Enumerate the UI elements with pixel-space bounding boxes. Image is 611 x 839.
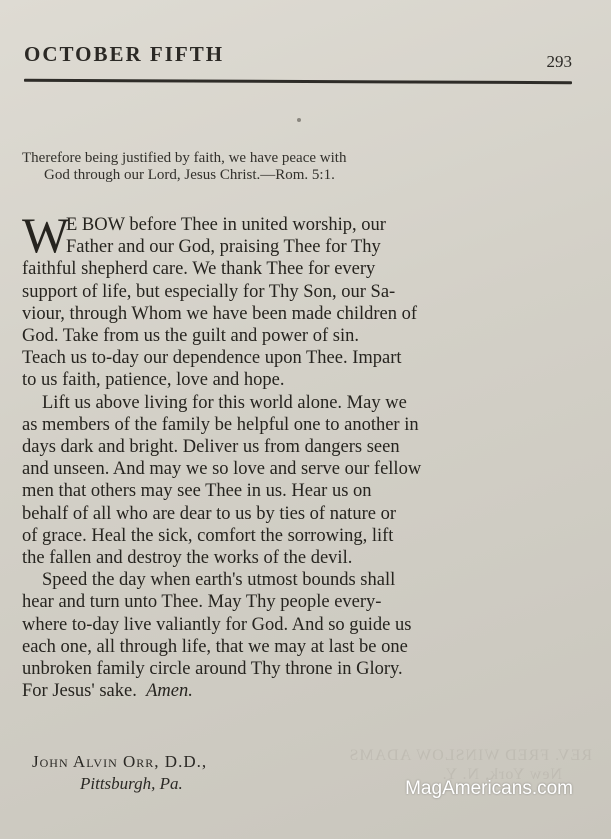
watermark: MagAmericans.com — [405, 778, 573, 799]
prayer-line: viour, through Whom we have been made children of — [22, 303, 418, 324]
header-rule — [24, 79, 572, 84]
page-number: 293 — [546, 52, 572, 71]
prayer-line: unbroken family circle around Thy throne in Glory. — [22, 659, 403, 680]
prayer-line: and unseen. And may we so love and serve our fellow — [22, 459, 422, 480]
prayer-line: to us faith, patience, love and hope. — [22, 370, 285, 391]
prayer-line: faithful shepherd care. We thank Thee for every — [22, 259, 376, 280]
prayer-line: God. Take from us the guilt and power of sin. — [22, 326, 359, 347]
author-signature — [32, 752, 207, 794]
bleed-through-line: New York, N. Y. — [441, 766, 562, 783]
prayer-line: of grace. Heal the sick, comfort the sorrowing, lift — [22, 525, 394, 546]
paper-speck — [297, 118, 301, 122]
prayer-line: hear and turn unto Thee. May Thy people every- — [22, 592, 382, 613]
prayer-final-line — [22, 680, 574, 702]
prayer-line: Speed the day when earth's utmost bounds shall — [42, 570, 396, 591]
page-title: OCTOBER FIFTH — [24, 42, 225, 66]
prayer-body — [22, 207, 574, 702]
prayer-line: Father and our God, praising Thee for Thy — [66, 237, 381, 258]
prayer-line: support of life, but especially for Thy Son, our Sa- — [22, 281, 396, 302]
prayer-line: as members of the family be helpful one to another in — [22, 414, 419, 435]
prayer-line: each one, all through life, that we may at last be one — [22, 636, 408, 657]
bleed-through-line: REV. FRED WINSLOW ADAMS — [348, 747, 592, 764]
prayer-line: E BOW before Thee in united worship, our — [66, 215, 386, 235]
page-header — [24, 42, 572, 72]
prayer-line: where to-day live valiantly for God. And so guide us — [22, 614, 412, 635]
amen-text: Amen. — [146, 681, 193, 702]
prayer-line: Teach us to-day our dependence upon Thee. Impart — [22, 348, 402, 369]
drop-cap: W — [22, 207, 70, 263]
author-location: Pittsburgh, Pa. — [80, 774, 183, 793]
prayer-line: the fallen and destroy the works of the devil. — [22, 548, 353, 569]
prayer-line: men that others may see Thee in us. Hear us on — [22, 481, 372, 502]
prayer-line: Lift us above living for this world alone. May we — [42, 392, 407, 413]
prayer-line: For Jesus' sake. — [22, 681, 137, 702]
scripture-verse — [22, 150, 574, 184]
author-name: John Alvin Orr, D.D., — [32, 752, 208, 771]
prayer-line: days dark and bright. Deliver us from dangers seen — [22, 437, 400, 458]
verse-line: God through our Lord, Jesus Christ.—Rom. 5:1. — [44, 167, 335, 183]
prayer-line: behalf of all who are dear to us by ties of nature or — [22, 503, 396, 524]
verse-line: Therefore being justified by faith, we have peace with — [22, 150, 347, 166]
